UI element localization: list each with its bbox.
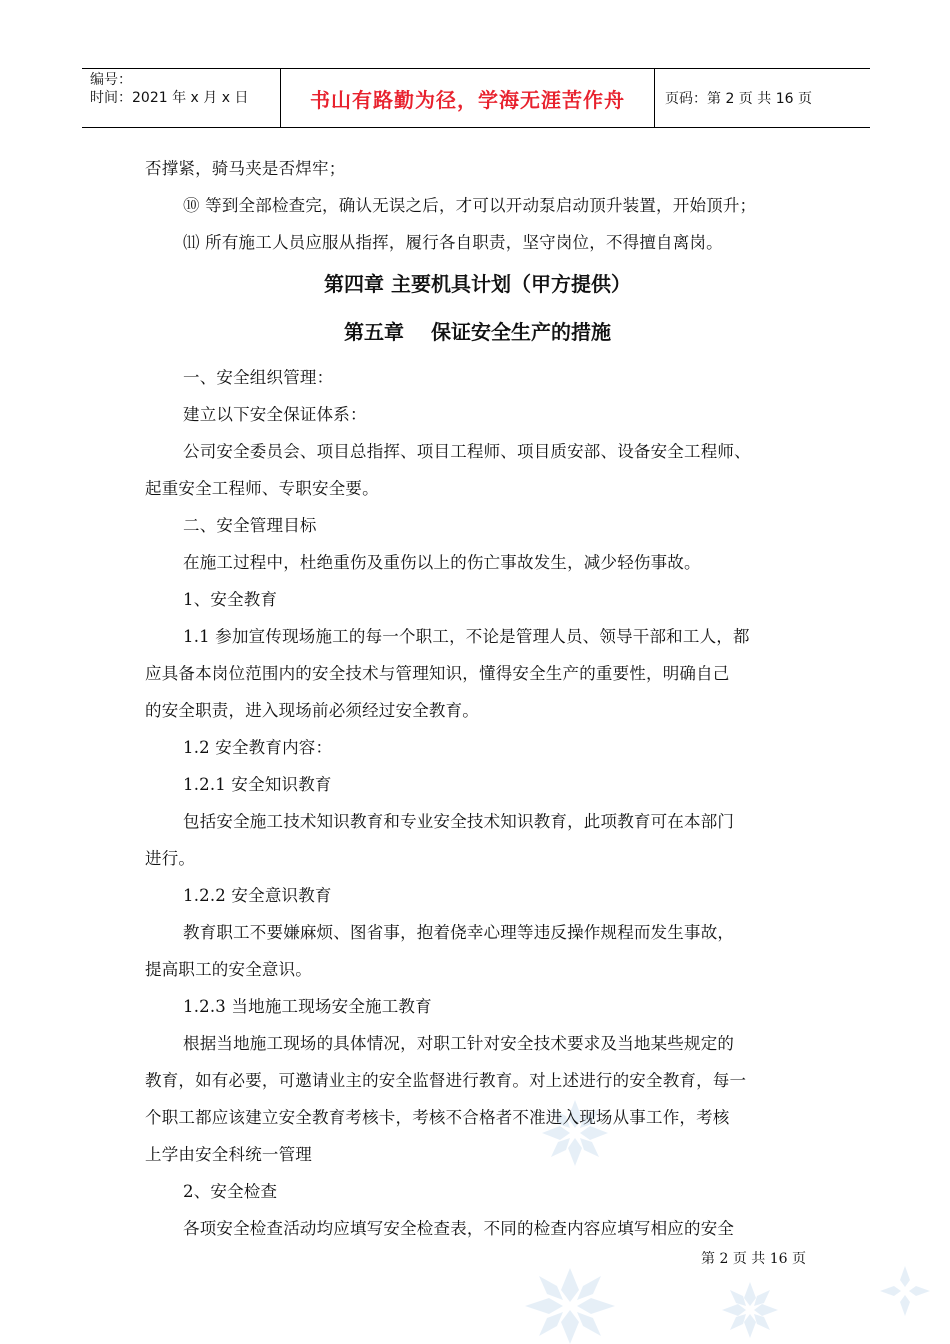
section-heading: 1.2 安全教育内容： [183,738,333,757]
header-meta [82,69,281,127]
section-heading: 1.2.1 安全知识教育 [183,775,332,794]
paragraph-line: 公司安全委员会、项目总指挥、项目工程师、项目质安部、设备安全工程师、 [183,442,751,461]
paragraph-line: 的安全职责，进入现场前必须经过安全教育。 [145,701,479,720]
paragraph-line: 否撑紧，骑马夹是否焊牢； [145,159,346,178]
page-footer-number: 第 2 页 共 16 页 [701,1251,806,1267]
section-heading: 二、安全管理目标 [183,516,317,535]
paragraph-line: 提高职工的安全意识。 [145,960,312,979]
section-heading: 2、安全检查 [183,1182,278,1201]
paragraph-line: 包括安全施工技术知识教育和专业安全技术知识教育，此项教育可在本部门 [183,812,735,831]
snowflake-watermark-icon [880,1266,930,1316]
header-motto: 书山有路勤为径，学海无涯苦作舟 [281,69,655,127]
paragraph-line: 个职工都应该建立安全教育考核卡，考核不合格者不准进入现场从事工作，考核 [145,1108,730,1127]
page-header [82,68,870,128]
section-heading: 1.2.3 当地施工现场安全施工教育 [183,997,432,1016]
paragraph-line: 应具备本岗位范围内的安全技术与管理知识，懂得安全生产的重要性，明确自己 [145,664,730,683]
paragraph-line: 教育，如有必要，可邀请业主的安全监督进行教育。对上述进行的安全教育，每一 [145,1071,747,1090]
chapter-heading: 第五章 保证安全生产的措施 [344,320,611,344]
paragraph-line: 在施工过程中，杜绝重伤及重伤以上的伤亡事故发生，减少轻伤事故。 [183,553,701,572]
snowflake-watermark-icon [525,1268,615,1344]
paragraph-line: 建立以下安全保证体系： [183,405,367,424]
paragraph-line: 上学由安全科统一管理 [145,1145,312,1164]
paragraph-line: 教育职工不要嫌麻烦、图省事，抱着侥幸心理等违反操作规程而发生事故， [183,923,735,942]
document-date-label: 时间：2021 年 x 月 x 日 [90,90,249,106]
section-heading: 一、安全组织管理： [183,368,334,387]
document-number-label: 编号： [90,72,132,88]
paragraph-line: 进行。 [145,849,196,868]
section-heading: 1.2.2 安全意识教育 [183,886,332,905]
snowflake-watermark-icon [722,1282,778,1338]
paragraph-line: 起重安全工程师、专职安全要。 [145,479,379,498]
paragraph-line: 根据当地施工现场的具体情况，对职工针对安全技术要求及当地某些规定的 [183,1034,735,1053]
list-item: ⑩ 等到全部检查完，确认无误之后，才可以开动泵启动顶升装置，开始顶升； [183,196,757,215]
chapter-heading: 第四章 主要机具计划（甲方提供） [324,272,631,296]
list-item: ⑾ 所有施工人员应服从指挥，履行各自职责，坚守岗位，不得擅自离岗。 [183,233,723,252]
header-page-number: 页码：第 2 页 共 16 页 [665,91,812,107]
document-body [145,150,810,1247]
paragraph-line: 1.1 参加宣传现场施工的每一个职工，不论是管理人员、领导干部和工人，都 [183,627,750,646]
paragraph-line: 各项安全检查活动均应填写安全检查表，不同的检查内容应填写相应的安全 [183,1219,735,1238]
section-heading: 1、安全教育 [183,590,278,609]
